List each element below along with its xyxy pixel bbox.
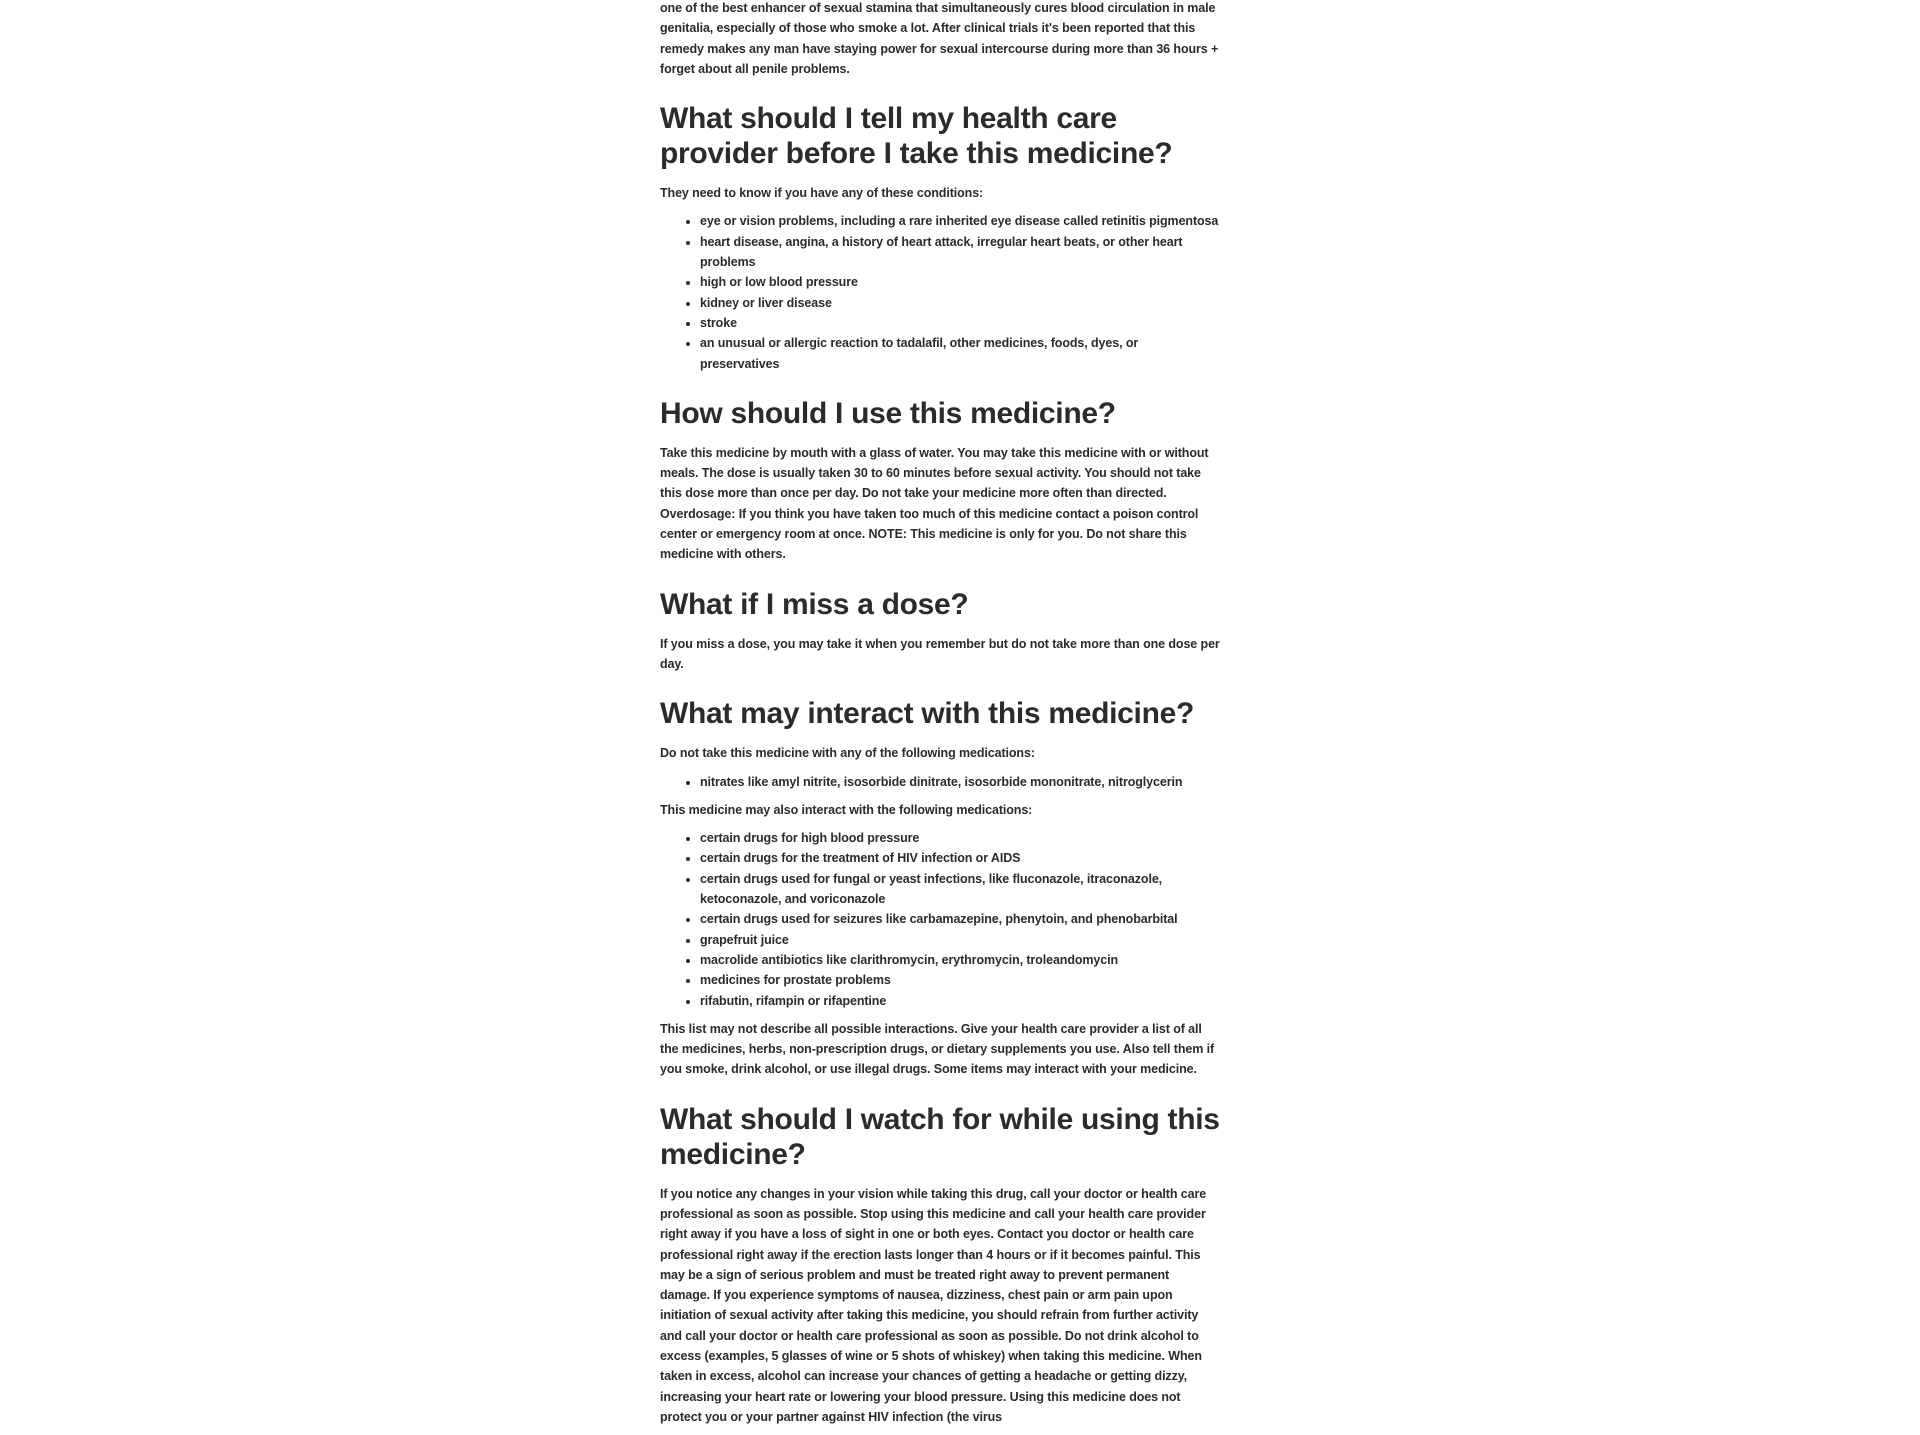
list-item: • certain drugs for high blood pressure — [700, 828, 1220, 848]
section-interactions — [660, 696, 1220, 1079]
section-how-to-use — [660, 396, 1220, 565]
list-item: • kidney or liver disease — [700, 293, 1220, 313]
intro-paragraph: one of the best enhancer of sexual stamina that simultaneously cures blood circulation in male genitalia, especially of those who smoke a lot. After clinical trials it's been reported that this remedy makes any man have staying power for sexual intercourse during more than 36 hours + forget about all penile problems. — [660, 1, 1219, 76]
list-item: • heart disease, angina, a history of heart attack, irregular heart beats, or other heart problems — [700, 232, 1220, 273]
section-heading: What should I watch for while using this medicine? — [660, 1102, 1220, 1171]
section-paragraph: Take this medicine by mouth with a glass of water. You may take this medicine with or without meals. The dose is usually taken 30 to 60 minutes before sexual activity. You should not take this dose more than once per day. Do not take your medicine more often than directed. Overdosage: If you think you have taken too much of this medicine contact a poison control center or emergency room at once. NOTE: This medicine is only for you. Do not share this medicine with others. — [660, 445, 1209, 562]
section-intro-secondary: This medicine may also interact with the following medications: — [660, 802, 1033, 817]
section-heading: How should I use this medicine? — [660, 396, 1116, 430]
article-body — [660, 0, 1220, 1435]
section-tell-provider — [660, 101, 1220, 374]
section-intro: They need to know if you have any of these conditions: — [660, 186, 984, 201]
list-item: • nitrates like amyl nitrite, isosorbide dinitrate, isosorbide mononitrate, nitroglycerin — [700, 772, 1220, 792]
list-item: • medicines for prostate problems — [700, 970, 1220, 990]
contraindicated-list — [660, 772, 1220, 792]
list-item: • macrolide antibiotics like clarithromycin, erythromycin, troleandomycin — [700, 950, 1220, 970]
list-item: • certain drugs used for fungal or yeast infections, like fluconazole, itraconazole, ketoconazole, and voriconazole — [700, 869, 1220, 910]
section-paragraph: If you miss a dose, you may take it when you remember but do not take more than one dose per day. — [660, 636, 1220, 671]
section-missed-dose — [660, 587, 1220, 675]
list-item: • rifabutin, rifampin or rifapentine — [700, 991, 1220, 1011]
list-item: • eye or vision problems, including a rare inherited eye disease called retinitis pigmentosa — [700, 211, 1220, 231]
list-item: • an unusual or allergic reaction to tadalafil, other medicines, foods, dyes, or preservatives — [700, 333, 1220, 374]
list-item: • high or low blood pressure — [700, 272, 1220, 292]
section-paragraph: If you notice any changes in your vision while taking this drug, call your doctor or health care professional as soon as possible. Stop using this medicine and call your health care provider right away if you have a loss of sight in one or both eyes. Contact you doctor or health care professional right away if the erection lasts longer than 4 hours or if it becomes painful. This may be a sign of serious problem and must be treated right away to prevent permanent damage. If you experience symptoms of nausea, dizziness, chest pain or arm pain upon initiation of sexual activity after taking this medicine, you should refrain from further activity and call your doctor or health care professional as soon as possible. Do not drink alcohol to excess (examples, 5 glasses of wine or 5 shots of whiskey) when taking this medicine. When taken in excess, alcohol can increase your chances of getting a headache or getting dizzy, increasing your heart rate or lowering your blood pressure. Using this medicine does not protect you or your partner against HIV infection (the virus — [660, 1186, 1207, 1424]
list-item: • stroke — [700, 313, 1220, 333]
section-heading: What may interact with this medicine? — [660, 697, 1194, 731]
interactions-list — [660, 828, 1220, 1011]
conditions-list — [660, 211, 1220, 373]
section-watch-for — [660, 1102, 1220, 1428]
section-heading: What should I tell my health care provider before I take this medicine? — [660, 102, 1173, 171]
list-item: • certain drugs for the treatment of HIV infection or AIDS — [700, 848, 1220, 868]
section-outro: This list may not describe all possible interactions. Give your health care provider a list of all the medicines, herbs, non-prescription drugs, or dietary supplements you use. Also tell them if you smoke, drink alcohol, or use illegal drugs. Some items may interact with your medicine. — [660, 1021, 1215, 1077]
list-item: • certain drugs used for seizures like carbamazepine, phenytoin, and phenobarbital — [700, 909, 1220, 929]
list-item: • grapefruit juice — [700, 930, 1220, 950]
section-intro: Do not take this medicine with any of the following medications: — [660, 746, 1035, 761]
section-heading: What if I miss a dose? — [660, 587, 969, 621]
